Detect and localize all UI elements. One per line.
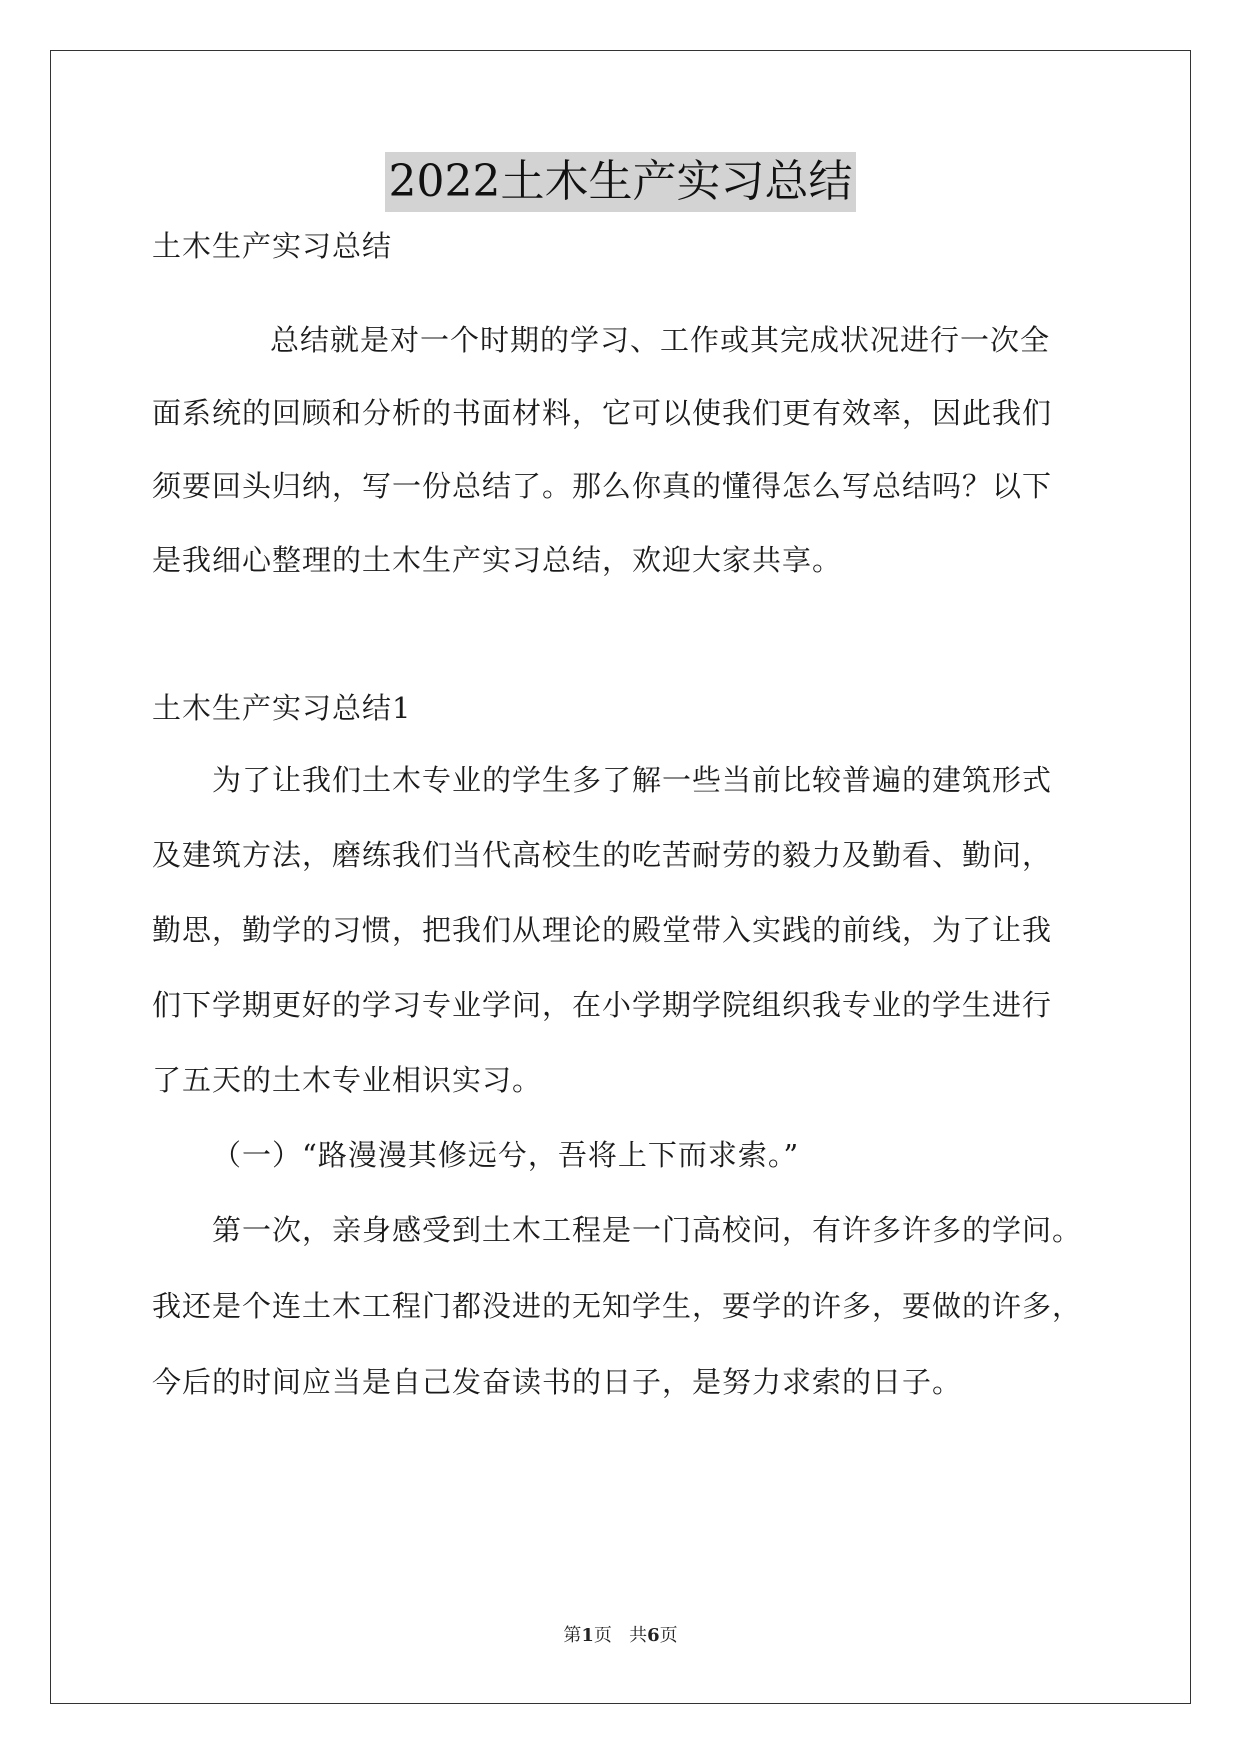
paragraph-line: 们下学期更好的学习专业学问，在小学期学院组织我专业的学生进行 — [152, 988, 1053, 1022]
paragraph-line: 为了让我们土木专业的学生多了解一些当前比较普遍的建筑形式 — [212, 763, 1053, 797]
paragraph-line: 面系统的回顾和分析的书面材料，它可以使我们更有效率，因此我们 — [152, 396, 1053, 430]
current-page-number: 1 — [581, 1625, 594, 1646]
section-heading: 土木生产实习总结1 — [152, 691, 412, 725]
paragraph-line: 是我细心整理的土木生产实习总结，欢迎大家共享。 — [152, 543, 843, 577]
total-pages-number: 6 — [647, 1625, 660, 1646]
footer-page-unit: 页 — [593, 1625, 612, 1646]
section-heading: 土木生产实习总结 — [152, 229, 393, 263]
paragraph-line: 了五天的土木专业相识实习。 — [152, 1063, 543, 1097]
paragraph-line: 勤思，勤学的习惯，把我们从理论的殿堂带入实践的前线，为了让我 — [152, 913, 1053, 947]
title-container — [0, 152, 1241, 212]
paragraph-line: 今后的时间应当是自己发奋读书的日子，是努力求索的日子。 — [152, 1365, 963, 1399]
paragraph-line: 总结就是对一个时期的学习、工作或其完成状况进行一次全 — [270, 323, 1051, 357]
page-footer — [0, 1624, 1241, 1648]
paragraph-line: 须要回头归纳，写一份总结了。那么你真的懂得怎么写总结吗？以下 — [152, 469, 1053, 503]
paragraph-line: 我还是个连土木工程门都没进的无知学生，要学的许多，要做的许多， — [152, 1289, 1083, 1323]
footer-total-prefix: 共 — [629, 1625, 648, 1646]
document-title: 2022土木生产实习总结 — [385, 152, 857, 212]
footer-total-unit: 页 — [659, 1625, 678, 1646]
page-border — [50, 50, 1191, 1704]
paragraph-line: 及建筑方法，磨练我们当代高校生的吃苦耐劳的毅力及勤看、勤问， — [152, 838, 1053, 872]
paragraph-line: 第一次，亲身感受到土木工程是一门高校问，有许多许多的学问。 — [212, 1213, 1083, 1247]
footer-prefix: 第 — [563, 1625, 582, 1646]
subsection-heading: （一）“路漫漫其修远兮，吾将上下而求索。” — [212, 1138, 800, 1172]
